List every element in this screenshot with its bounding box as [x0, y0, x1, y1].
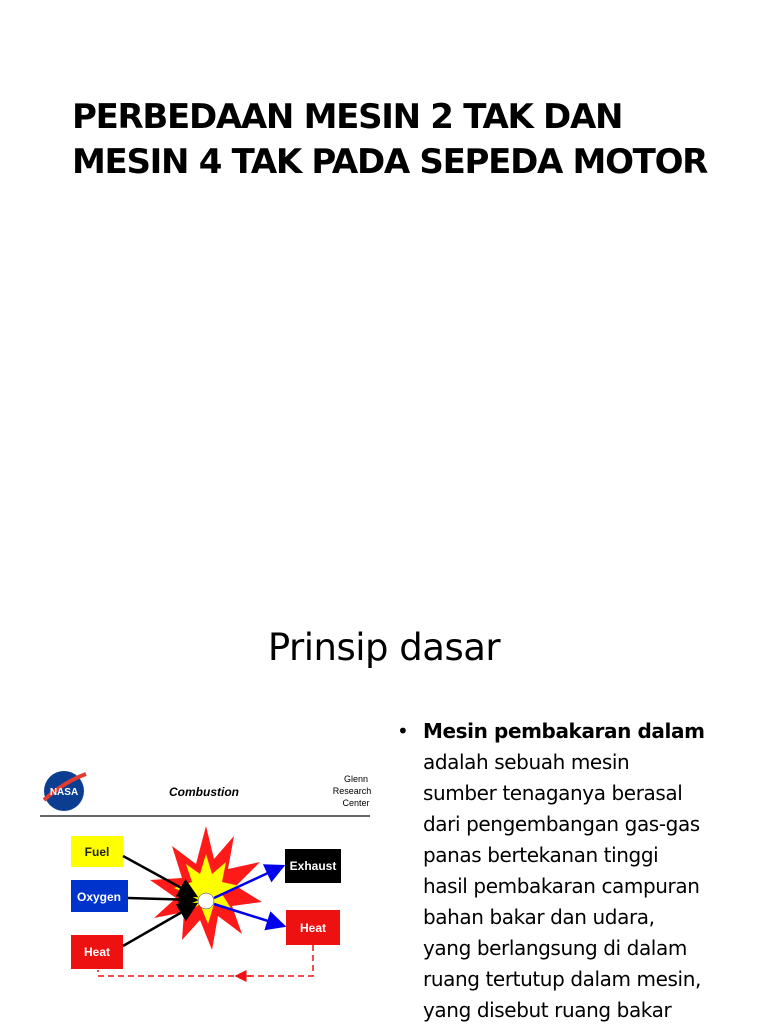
- nasa-logo: [44, 771, 86, 811]
- center-line-3: Center: [342, 798, 370, 808]
- diagram-heading: Combustion: [169, 785, 239, 799]
- feedback-loop: [98, 945, 313, 976]
- bullet-line-9: yang disebut ruang bakar: [423, 998, 672, 1022]
- bullet-line-8: ruang tertutup dalam mesin,: [423, 967, 701, 991]
- title-line-1: PERBEDAAN MESIN 2 TAK DAN: [72, 97, 623, 137]
- bullet-line-7: yang berlangsung di dalam: [423, 936, 687, 960]
- bullet-line-6: bahan bakar dan udara,: [423, 905, 655, 929]
- heat-input-label: Heat: [83, 945, 111, 959]
- combustion-diagram: [36, 764, 376, 984]
- fuel-label: Fuel: [84, 845, 110, 859]
- center-line-2: Research: [332, 786, 372, 796]
- bullet-list: [397, 716, 737, 1026]
- bullet-item: [397, 716, 737, 1026]
- center-line-1: Glenn: [343, 774, 369, 784]
- heat-output-label: Heat: [299, 921, 327, 935]
- nasa-logo-text: NASA: [49, 787, 79, 798]
- bullet-marker: •: [397, 719, 409, 743]
- combustion-burst: [150, 826, 262, 950]
- oxygen-label: Oxygen: [76, 890, 122, 904]
- slide-2-title: Prinsip dasar: [267, 626, 501, 669]
- bullet-line-5: hasil pembakaran campuran: [423, 874, 700, 898]
- title-line-2: MESIN 4 TAK PADA SEPEDA MOTOR: [72, 142, 708, 182]
- exhaust-label: Exhaust: [289, 859, 337, 873]
- slide-1-title: [72, 95, 732, 185]
- bullet-line-3: dari pengembangan gas-gas: [423, 812, 700, 836]
- bullet-line-1: adalah sebuah mesin: [423, 750, 630, 774]
- bullet-line-2: sumber tenaganya berasal: [423, 781, 683, 805]
- bullet-term: Mesin pembakaran dalam: [423, 719, 705, 743]
- bullet-line-4: panas bertekanan tinggi: [423, 843, 659, 867]
